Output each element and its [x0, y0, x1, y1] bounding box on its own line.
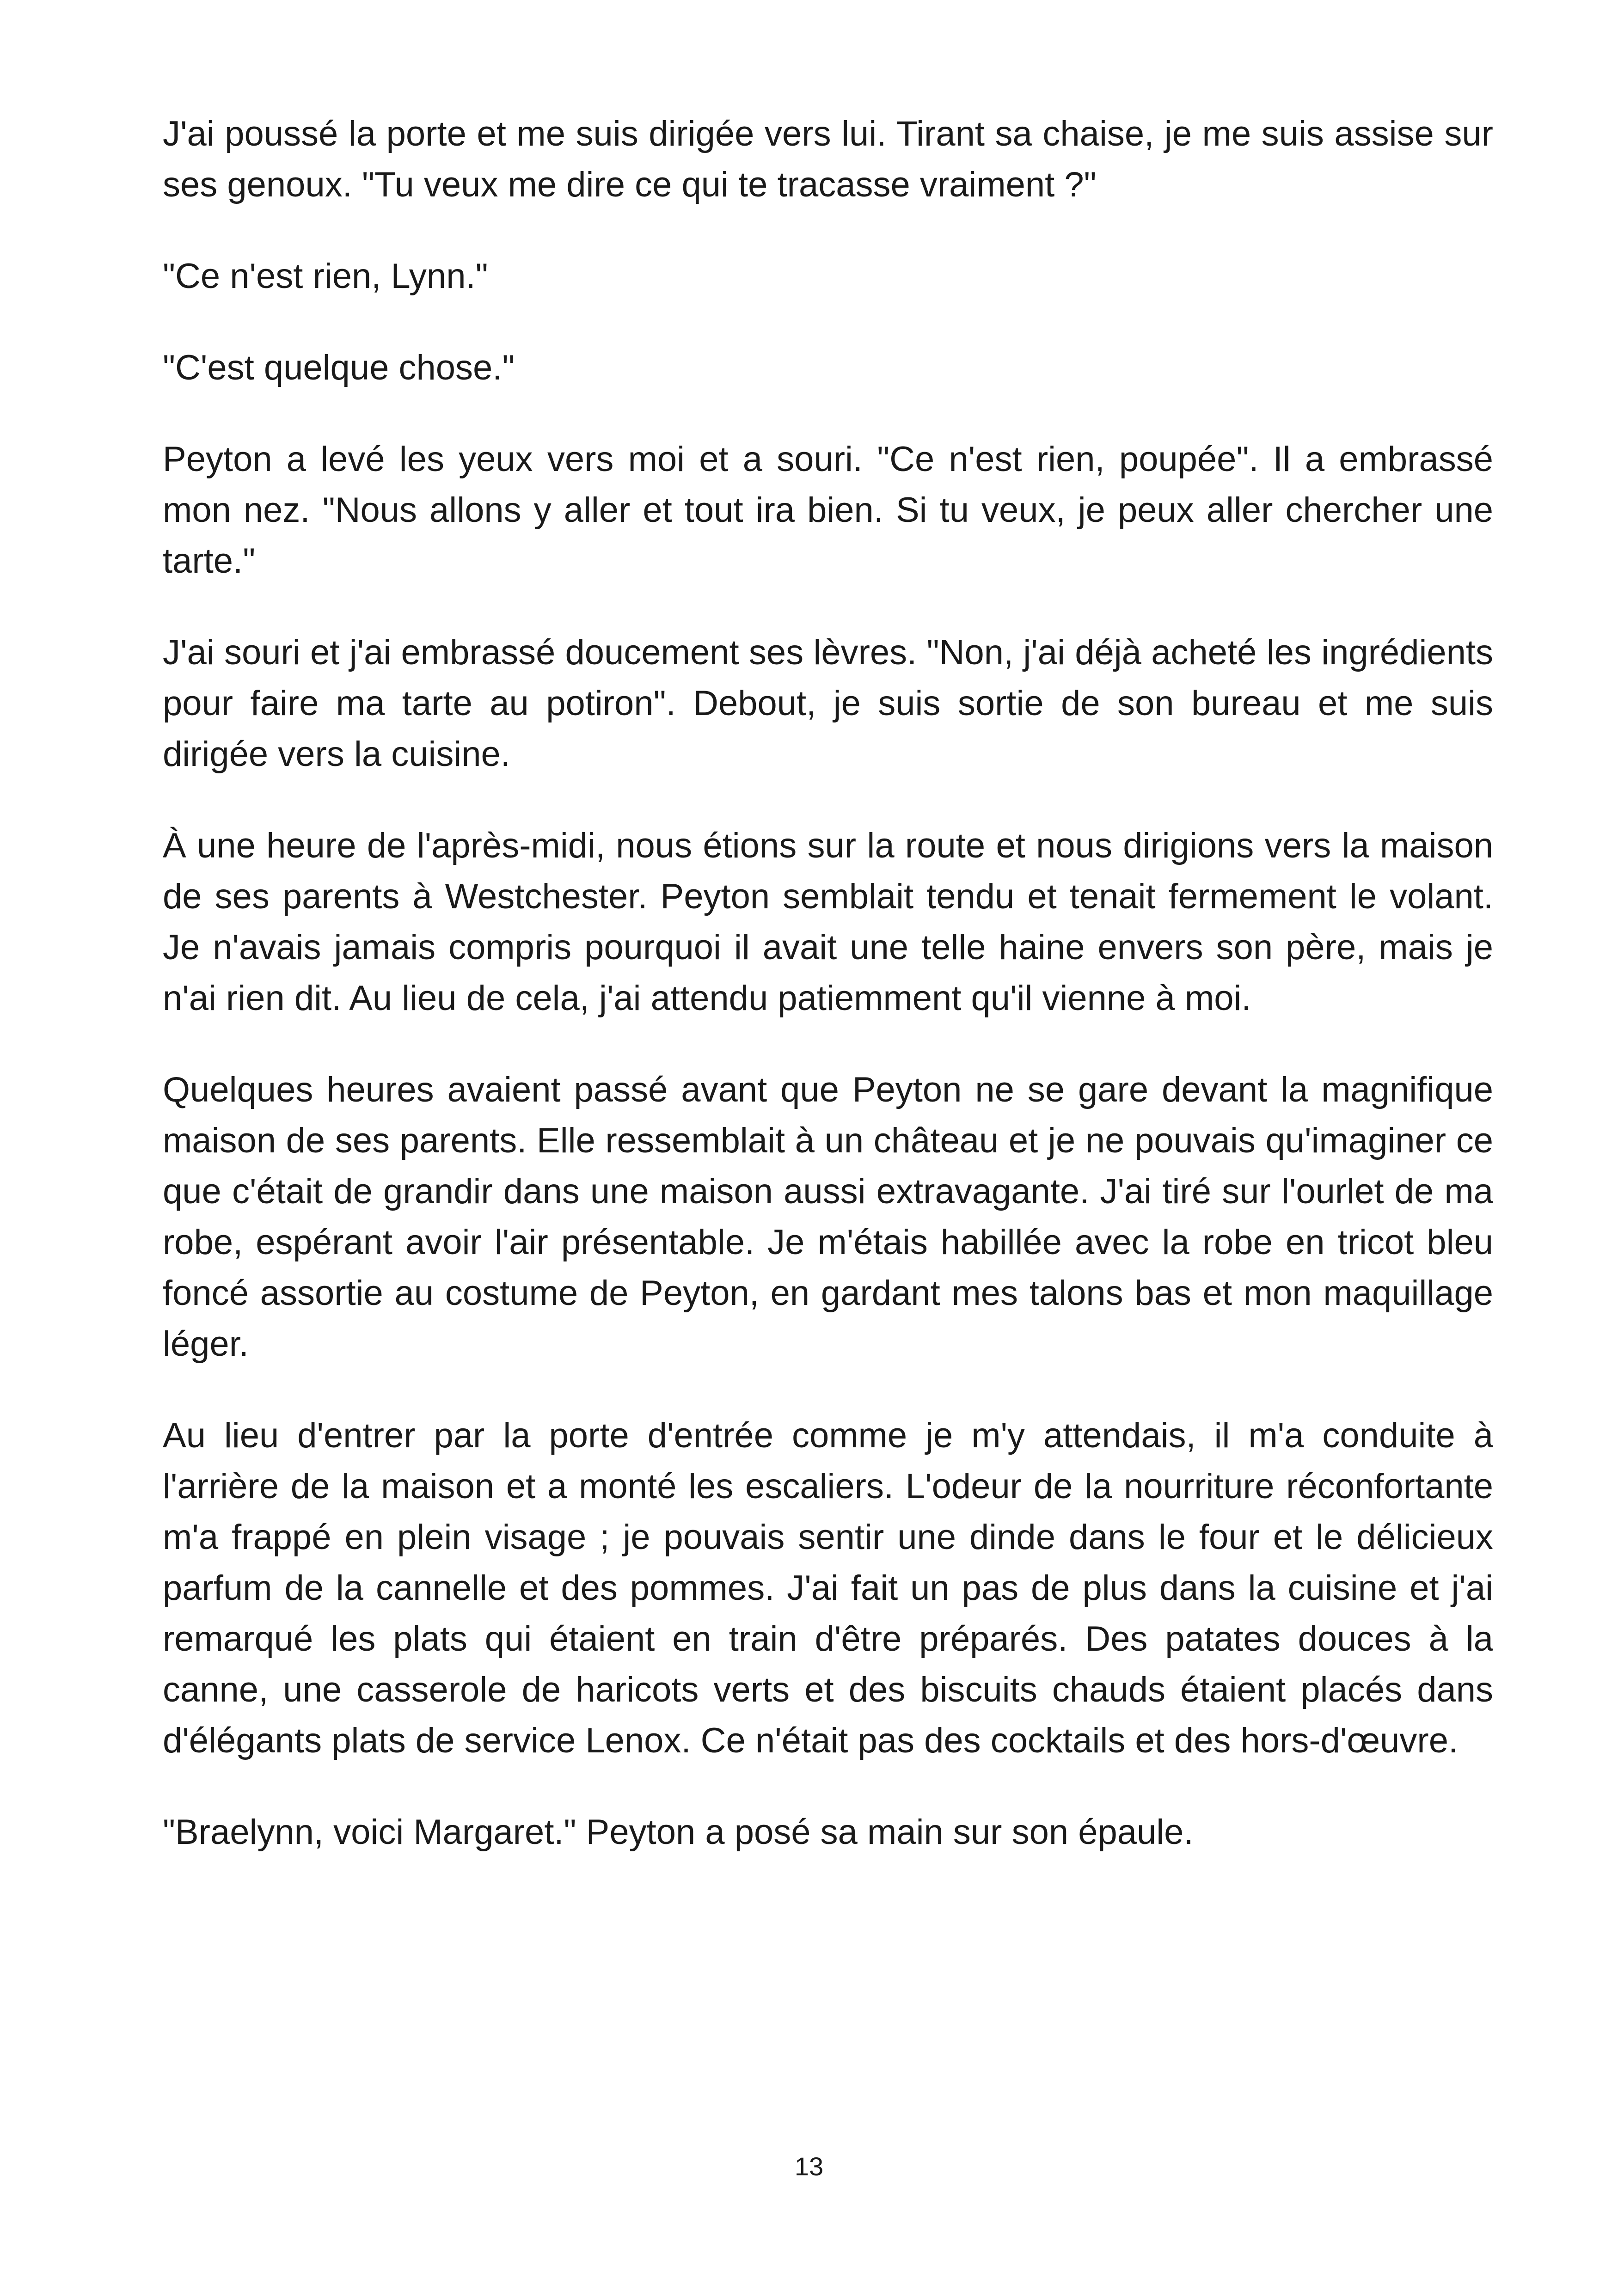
paragraph: J'ai souri et j'ai embrassé doucement ses lèvres. "Non, j'ai déjà acheté les ingrédients pour faire ma tarte au potiron". Debout, je suis sortie de son bureau et me suis dirigée vers la cuisine.	[163, 633, 1493, 774]
paragraph: J'ai poussé la porte et me suis dirigée vers lui. Tirant sa chaise, je me suis assise sur ses genoux. "Tu veux me dire ce qui te tracasse vraiment ?"	[163, 114, 1493, 204]
paragraph: "Braelynn, voici Margaret." Peyton a posé sa main sur son épaule.	[163, 1812, 1194, 1852]
body-text	[163, 109, 1493, 1898]
paragraph: "Ce n'est rien, Lynn."	[163, 257, 488, 296]
paragraph: "C'est quelque chose."	[163, 348, 515, 387]
paragraph: Au lieu d'entrer par la porte d'entrée comme je m'y attendais, il m'a conduite à l'arrière de la maison et a monté les escaliers. L'odeur de la nourriture réconfortante m'a frappé en plein visage ; je pouvais sentir une dinde dans le four et le délicieux parfum de la cannelle et des pommes. J'ai fait un pas de plus dans la cuisine et j'ai remarqué les plats qui étaient en train d'être préparés. Des patates douces à la canne, une casserole de haricots verts et des biscuits chauds étaient placés dans d'élégants plats de service Lenox. Ce n'était pas des cocktails et des hors-d'œuvre.	[163, 1416, 1493, 1760]
paragraph: Quelques heures avaient passé avant que Peyton ne se gare devant la magnifique maison de ses parents. Elle ressemblait à un château et je ne pouvais qu'imaginer ce que c'était de grandir dans une maison aussi extravagante. J'ai tiré sur l'ourlet de ma robe, espérant avoir l'air présentable. Je m'étais habillée avec la robe en tricot bleu foncé assortie au costume de Peyton, en gardant mes talons bas et mon maquillage léger.	[163, 1070, 1493, 1364]
paragraph: Peyton a levé les yeux vers moi et a souri. "Ce n'est rien, poupée". Il a embrassé mon nez. "Nous allons y aller et tout ira bien. Si tu veux, je peux aller chercher une tarte."	[163, 440, 1493, 581]
page-number: 13	[794, 2152, 824, 2181]
paragraph: À une heure de l'après-midi, nous étions sur la route et nous dirigions vers la maison de ses parents à Westchester. Peyton semblait tendu et tenait fermement le volant. Je n'avais jamais compris pourquoi il avait une telle haine envers son père, mais je n'ai rien dit. Au lieu de cela, j'ai attendu patiemment qu'il vienne à moi.	[163, 826, 1493, 1018]
